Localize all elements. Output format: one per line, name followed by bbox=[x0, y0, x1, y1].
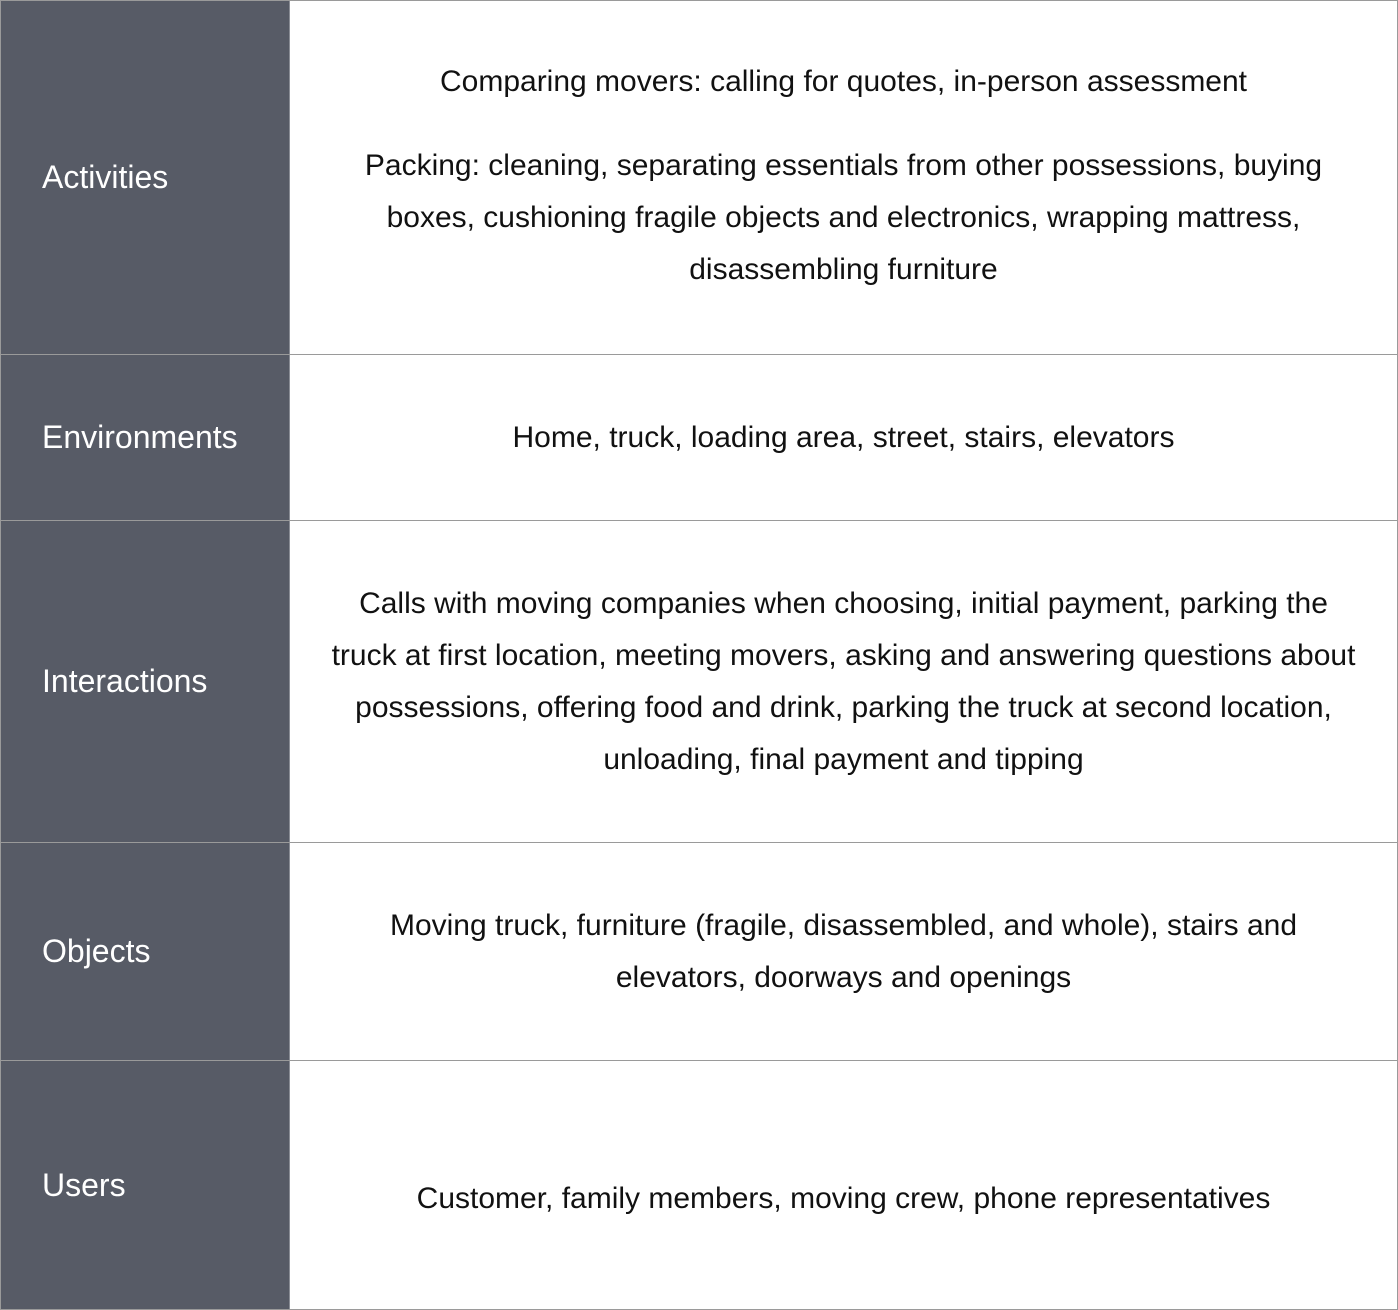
row-content-activities bbox=[290, 1, 1397, 354]
row-label-users: Users bbox=[1, 1061, 290, 1309]
table-row-interactions bbox=[1, 520, 1397, 842]
environments-paragraph: Home, truck, loading area, street, stairs, elevators bbox=[512, 420, 1175, 454]
row-label-interactions: Interactions bbox=[1, 521, 290, 842]
row-content-objects bbox=[290, 843, 1397, 1060]
row-content-users bbox=[290, 1061, 1397, 1309]
table-row-users bbox=[1, 1060, 1397, 1309]
row-label-objects: Objects bbox=[1, 843, 290, 1060]
activities-paragraph-packing: Packing: cleaning, separating essentials from other possessions, buying boxes, cushioning fragile objects and electronics, wrapping mattress, disassembling furniture bbox=[364, 149, 1323, 286]
users-paragraph: Customer, family members, moving crew, phone representatives bbox=[416, 1182, 1271, 1215]
table-row-objects bbox=[1, 842, 1397, 1060]
table-row-activities bbox=[1, 1, 1397, 354]
objects-paragraph: Moving truck, furniture (fragile, disassembled, and whole), stairs and elevators, doorways and openings bbox=[389, 908, 1298, 994]
interactions-paragraph: Calls with moving companies when choosing, initial payment, parking the truck at first location, meeting movers, asking and answering questions about possessions, offering food and drink, parking the truck at second location, unloading, final payment and tipping bbox=[331, 586, 1356, 776]
row-content-interactions bbox=[290, 521, 1397, 842]
row-content-environments bbox=[290, 355, 1397, 520]
activities-paragraph-comparing: Comparing movers: calling for quotes, in-person assessment bbox=[439, 65, 1248, 98]
row-label-activities: Activities bbox=[1, 1, 290, 354]
row-label-environments: Environments bbox=[1, 355, 290, 520]
table-row-environments bbox=[1, 354, 1397, 520]
